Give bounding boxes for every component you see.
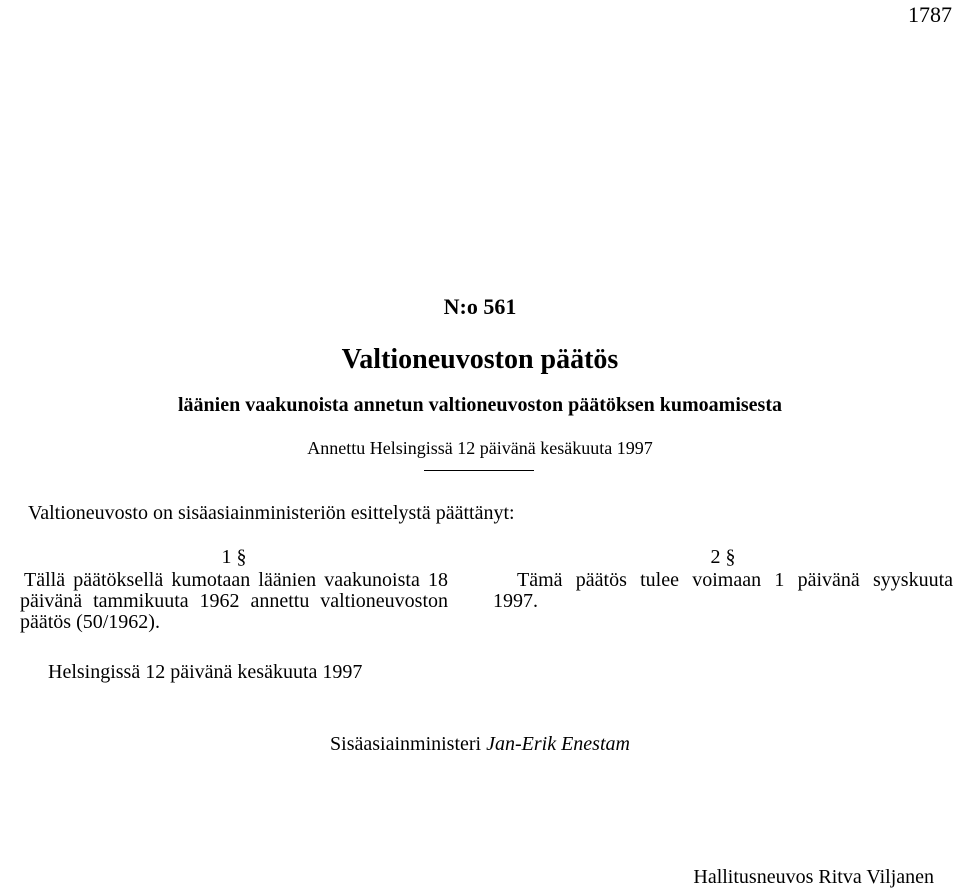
given-date-line: Annettu Helsingissä 12 päivänä kesäkuuta 1997	[307, 438, 653, 458]
preamble: Valtioneuvosto on sisäasiainministeriön esittelystä päättänyt:	[28, 502, 515, 524]
page-title: Valtioneuvoston päätös	[341, 344, 619, 375]
statute-number: N:o 561	[443, 294, 517, 319]
section-2-text: Tämä päätös tulee voimaan 1 päivänä syyskuuta 1997.	[493, 569, 953, 612]
section-2	[493, 547, 953, 612]
page-number: 1787	[908, 2, 952, 27]
section-2-mark: 2 §	[710, 546, 736, 568]
minister-name: Jan-Erik Enestam	[486, 733, 630, 755]
section-1	[20, 547, 448, 633]
section-1-text: Tällä päätöksellä kumotaan läänien vaakunoista 18 päivänä tammikuuta 1962 annettu valtioneuvoston päätös (50/1962).	[20, 569, 448, 633]
minister-title: Sisäasiainministeri	[330, 733, 482, 755]
page-subtitle: läänien vaakunoista annetun valtioneuvoston päätöksen kumoamisesta	[177, 394, 782, 416]
section-1-mark: 1 §	[221, 546, 247, 568]
place-date: Helsingissä 12 päivänä kesäkuuta 1997	[48, 661, 363, 683]
title-divider	[424, 470, 534, 471]
counsellor-signature: Hallitusneuvos Ritva Viljanen	[693, 866, 934, 888]
minister-signature	[0, 733, 960, 756]
